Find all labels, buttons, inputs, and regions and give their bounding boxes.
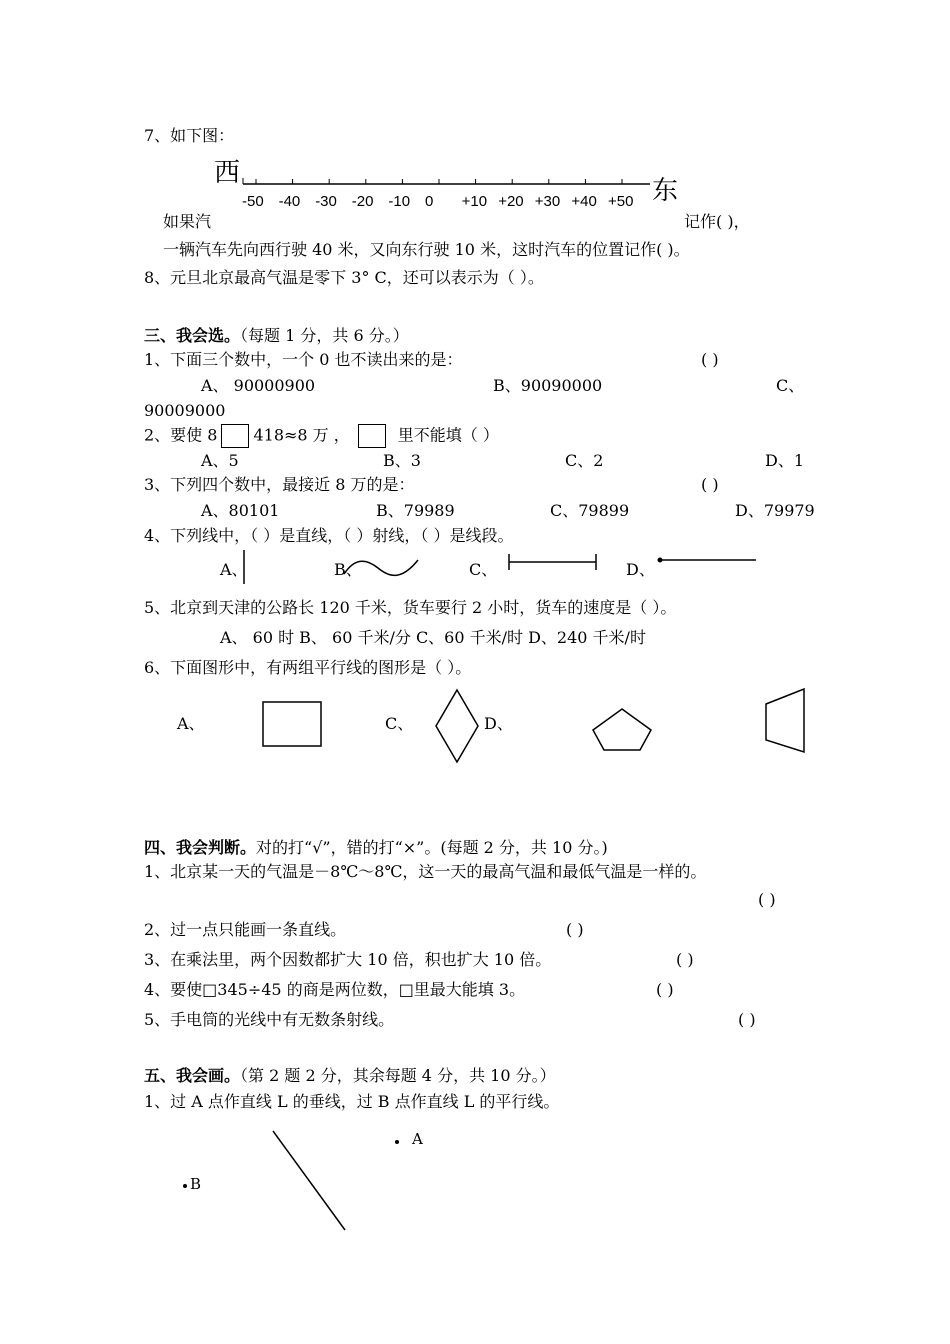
s3-q3-option-b: B、79989 (376, 501, 455, 520)
s3-q3-paren: ( ) (701, 475, 719, 494)
s3-q4-option-a: A、 (220, 560, 248, 579)
s4-paren-5: ( ) (738, 1010, 756, 1029)
s3-q4-option-b: B、 (334, 560, 362, 579)
s3-q2-suffix: 里不能填（ ） (397, 425, 499, 445)
s3-q1-option-c-value: 90009000 (144, 401, 226, 420)
section4-note: 对的打“√”，错的打“×”。(每题 2 分，共 10 分。) (256, 838, 608, 857)
s3-q1-option-c: C、 (776, 376, 805, 395)
number-line-tick-label: -20 (351, 193, 374, 210)
number-line-east-label: 东 (652, 176, 679, 206)
s3-q3-stem: 3、下列四个数中，最接近 8 万的是： (144, 475, 415, 494)
section3-note: （每题 1 分，共 6 分。） (240, 326, 409, 345)
s4-paren-1: ( ) (758, 890, 776, 909)
s3-q1-stem: 1、下面三个数中，一个 0 也不读出来的是： (144, 350, 463, 369)
s3-q2-option-c: C、2 (565, 451, 604, 470)
number-line-tick-label: +50 (608, 193, 634, 210)
section5-heading: 五、我会画。 (144, 1066, 241, 1085)
s3-q6-option-d: D、 (484, 714, 513, 733)
s4-item-4: 4、要使□345÷45 的商是两位数，□里最大能填 3。 (144, 980, 526, 999)
q7-title: 7、如下图： (144, 126, 235, 145)
s4-paren-2: ( ) (566, 920, 584, 939)
s3-q5-options: A、 60 时 B、 60 千米/分 C、60 千米/时 D、240 千米/时 (220, 628, 646, 647)
section5-note: （第 2 题 2 分，其余每题 4 分，共 10 分。） (240, 1066, 556, 1085)
s3-q6-option-a: A、 (177, 714, 205, 733)
number-line-tick-label: -50 (242, 193, 264, 210)
s4-item-5: 5、手电筒的光线中有无数条射线。 (144, 1010, 395, 1029)
q8-text: 8、元旦北京最高气温是零下 3° C，还可以表示为（ ）。 (144, 268, 544, 287)
s3-q3-option-a: A、80101 (201, 501, 280, 520)
number-line-tick-label: +10 (461, 193, 488, 210)
s3-q2-option-d: D、1 (765, 451, 805, 470)
section4-heading: 四、我会判断。 (144, 838, 257, 857)
q7-line1-end: 记作( )， (684, 212, 750, 231)
point-a-dot (395, 1140, 399, 1144)
number-line-tick-label: +30 (534, 193, 561, 210)
number-line-tick-label: -10 (388, 193, 411, 210)
s3-q6-option-c: C、 (385, 714, 414, 733)
s4-item-3: 3、在乘法里，两个因数都扩大 10 倍，积也扩大 10 倍。 (144, 950, 552, 969)
point-b-dot (183, 1184, 187, 1188)
q7-line1-start: 如果汽 (163, 212, 212, 231)
number-line-tick-label: -30 (315, 193, 337, 210)
s3-q2-option-a: A、5 (201, 451, 239, 470)
number-line-tick-label: +40 (571, 193, 597, 210)
point-a-label: A (412, 1130, 423, 1148)
s4-item-2: 2、过一点只能画一条直线。 (144, 920, 347, 939)
number-line-tick-label: +20 (498, 193, 524, 210)
q7-line2: 一辆汽车先向西行驶 40 米，又向东行驶 10 米，这时汽车的位置记作( )。 (163, 240, 690, 259)
point-b-label: B (190, 1175, 202, 1193)
s3-q1-option-a: A、 90000900 (201, 376, 316, 395)
s4-paren-4: ( ) (656, 980, 674, 999)
s3-q1-paren: ( ) (701, 350, 719, 369)
s3-q3-option-c: C、79899 (550, 501, 630, 520)
s3-q2-prefix: 2、要使 8 (144, 425, 218, 445)
s3-q4-option-c: C、 (469, 560, 498, 579)
line-l (273, 1131, 345, 1230)
s4-paren-3: ( ) (676, 950, 694, 969)
s3-q2-option-b: B、3 (383, 451, 421, 470)
s5-q1: 1、过 A 点作直线 L 的垂线，过 B 点作直线 L 的平行线。 (144, 1092, 560, 1111)
s4-item-1: 1、北京某一天的气温是－8℃～8℃，这一天的最高气温和最低气温是一样的。 (144, 862, 707, 881)
s3-q1-option-b: B、90090000 (493, 376, 603, 395)
number-line-tick-label: 0 (425, 193, 434, 210)
section3-heading: 三、我会选。 (144, 326, 241, 345)
s3-q4-option-d: D、 (626, 560, 655, 579)
s3-q2-middle: 418≈8 万 ， (253, 425, 350, 445)
s3-q4-stem: 4、下列线中，（ ）是直线，（ ）射线，（ ）是线段。 (144, 526, 514, 545)
number-line-west-label: 西 (214, 158, 241, 188)
s3-q5-stem: 5、北京到天津的公路长 120 千米，货车要行 2 小时，货车的速度是（ ）。 (144, 598, 677, 617)
s3-q6-stem: 6、下面图形中，有两组平行线的图形是（ ）。 (144, 658, 472, 677)
number-line-tick-label: -40 (278, 193, 301, 210)
s3-q3-option-d: D、79979 (735, 501, 815, 520)
